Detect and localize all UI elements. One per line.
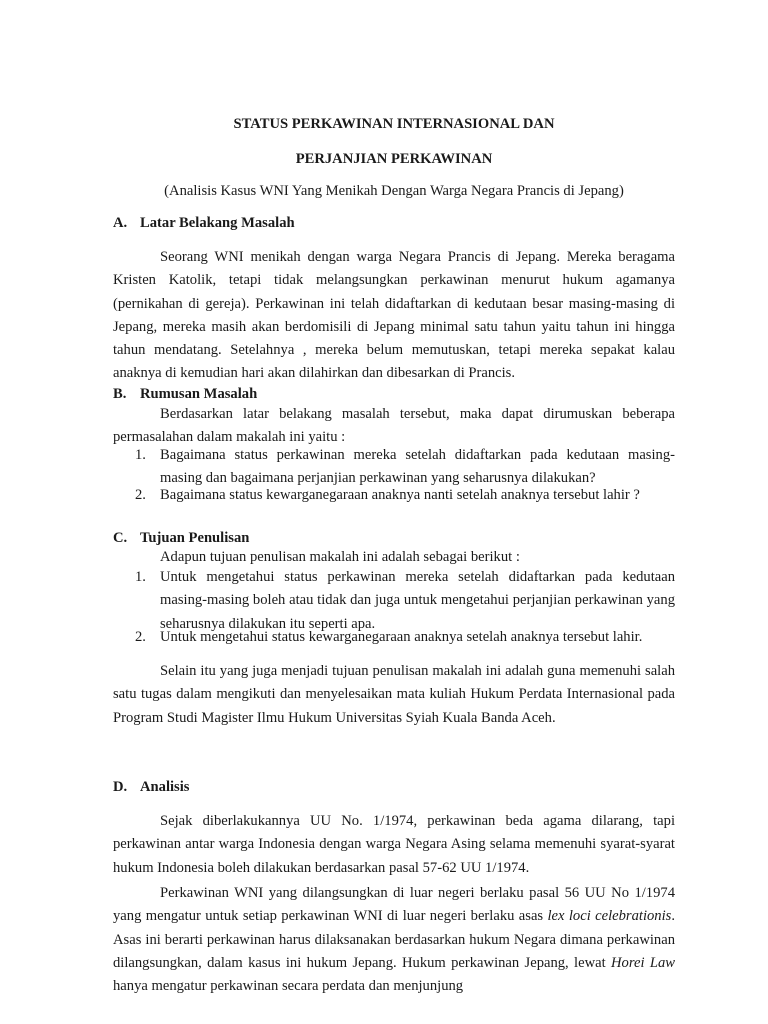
p2-latin-term: lex loci celebrationis (547, 908, 672, 925)
section-b-intro: Berdasarkan latar belakang masalah tersebut, maka dapat dirumuskan beberapa permasalahan dalam makalah ini yaitu : (113, 406, 675, 446)
section-a-paragraph: Seorang WNI menikah dengan warga Negara Prancis di Jepang. Mereka beragama Kristen Katolik, tetapi tidak melangsungkan perkawinan menurut hukum agamanya (pernikahan di gereja). Perkawinan ini telah didaftarkan di kedutaan besar masing-masing di Jepang, mereka masih akan berdomisili di Jepang minimal satu tahun yaitu tahun ini hingga tahun mendatang. Setelahnya , mereka belum memutuskan, tetapi mereka sepakat kalau anaknya di kemudian hari akan dilahirkan dan dibesarkan di Prancis. (113, 249, 675, 382)
p2-text-1: Perkawinan WNI yang dilangsungkan di luar negeri berlaku pasal 56 UU No 1/1974 yang mengatur untuk setiap perkawinan WNI di luar negeri berlaku asas (113, 885, 675, 925)
p2-law-name: Horei Law (611, 954, 675, 971)
list-number: 2. (135, 629, 146, 645)
section-d-heading (113, 776, 675, 799)
section-d-label: D. (113, 779, 128, 795)
section-c-list-item (113, 626, 675, 649)
section-d-paragraph-2 (113, 882, 675, 998)
list-text: Bagaimana status kewarganegaraan anaknya nanti setelah anaknya tersebut lahir ? (160, 487, 640, 503)
list-text: Untuk mengetahui status kewarganegaraan anaknya setelah anaknya tersebut lahir. (160, 629, 643, 645)
section-a-title: Latar Belakang Masalah (140, 215, 295, 231)
section-c-title: Tujuan Penulisan (140, 530, 250, 546)
section-a-heading (113, 212, 675, 235)
subtitle: (Analisis Kasus WNI Yang Menikah Dengan Warga Negara Prancis di Jepang) (164, 183, 624, 199)
section-b-label: B. (113, 386, 127, 402)
section-b-title: Rumusan Masalah (140, 386, 258, 402)
title-line-1: STATUS PERKAWINAN INTERNASIONAL DAN (233, 116, 555, 132)
p2-text-2: . Asas ini berarti perkawinan harus dilaksanakan berdasarkan hukum Negara dimana perkawinan dilangsungkan, dalam kasus ini hukum Jepang. Hukum perkawinan Jepang, lewat (113, 908, 675, 971)
list-number: 1. (135, 569, 146, 585)
section-c-label: C. (113, 530, 128, 546)
title-line-2: PERJANJIAN PERKAWINAN (295, 151, 493, 167)
section-c-intro: Adapun tujuan penulisan makalah ini adalah sebagai berikut : (160, 549, 520, 565)
section-d-title: Analisis (140, 779, 190, 795)
section-b-list-item (113, 484, 675, 507)
list-number: 2. (135, 487, 146, 503)
p2-text-3: hanya mengatur perkawinan secara perdata dan menjunjung (113, 978, 464, 995)
section-c-closing: Selain itu yang juga menjadi tujuan penulisan makalah ini adalah guna memenuhi salah satu tugas dalam mengikuti dan menyelesaikan mata kuliah Hukum Perdata Internasional pada Program Studi Magister Ilmu Hukum Universitas Syiah Kuala Banda Aceh. (113, 663, 675, 726)
list-text: Untuk mengetahui status perkawinan mereka setelah didaftarkan pada kedutaan masing-masing boleh atau tidak dan juga untuk mengetahui perjanjian perkawinan yang seharusnya dilakukan itu seperti apa. (160, 569, 675, 632)
list-number: 1. (135, 447, 146, 463)
section-a-label: A. (113, 215, 128, 231)
section-d-paragraph-1: Sejak diberlakukannya UU No. 1/1974, perkawinan beda agama dilarang, tapi perkawinan antar warga Indonesia dengan warga Negara Asing selama memenuhi syarat-syarat hukum Indonesia boleh dilakukan berdasarkan pasal 57-62 UU 1/1974. (113, 813, 675, 876)
list-text: Bagaimana status perkawinan mereka setelah didaftarkan pada kedutaan masing-masing dan bagaimana perjanjian perkawinan yang seharusnya dilakukan? (160, 447, 675, 487)
